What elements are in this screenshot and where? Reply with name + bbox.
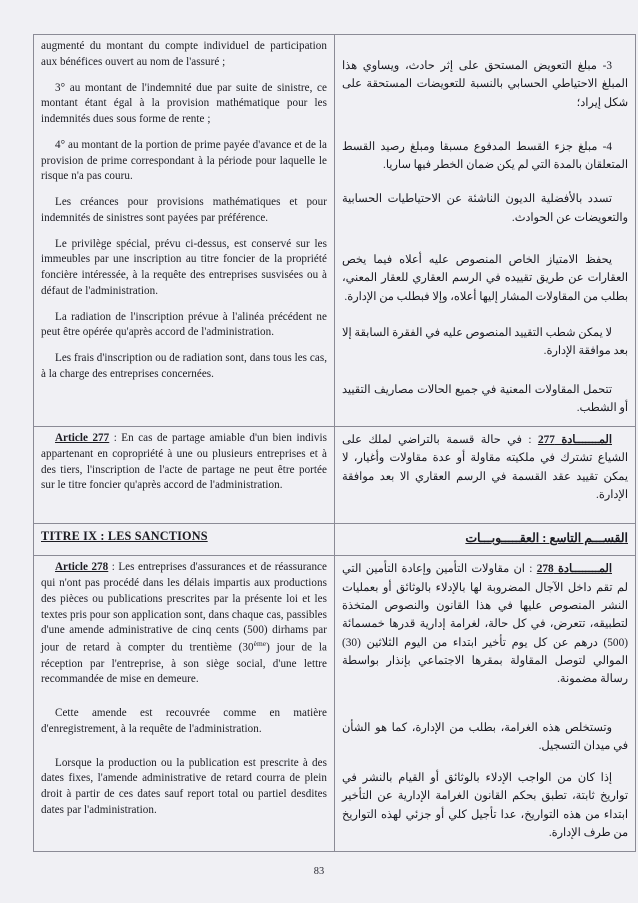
paragraph: تتحمل المقاولات المعنية في جميع الحالات مصاريف التقييد أو الشطب. [342,383,628,414]
paragraph: 4- مبلغ جزء القسط المدفوع مسبقا ومبلغ رصيد القسط المتعلقان بالمدة التي لم يكن ضمان الخطر فيها ساريا. [342,140,628,172]
paragraph [342,560,628,688]
paragraph: إذا كان من الواجب الإدلاء بالوثائق أو القيام بالنشر في تواريخ ثابتة، تطبق بحكم القانون الغرامة الإدارية عن التأخير ابتداء من هذه التواريخ، عدا تأجيل كلي أو جزئي لهذه التواريخ من طرف الإدارة. [342,772,628,839]
article-label: المــــــــادة 278 [536,563,612,576]
paragraph: يحفظ الامتياز الخاص المنصوص عليه أعلاه فيما يخص العقارات عن طريق تقييده في الرسم العقاري للعقار المعني، بطلب من المقاولات المشار إليها أعلاه، وإلا فبطلب من الإدارة. [342,254,628,303]
page-number: 83 [313,866,325,877]
paragraph: تسدد بالأفضلية الديون الناشئة عن الاحتياطيات الحسابية والتعويضات عن الحوادث. [342,193,628,224]
paragraph: Cette amende est recouvrée comme en matière d'enregistrement, à la requête de l'administration. [41,707,327,735]
article-body-part-1: : Les entreprises d'assurances et de réassurance qui n'ont pas procédé dans les délais impartis aux productions des pièces ou publications prescrites par la présente loi et les textes pris pour son application sont, dans chaque cas, passibles d'une amende administrative de cinq cents (500) dirhams par jour de retard à compter du trentième (30 [41,561,328,654]
paragraph [342,431,628,504]
arabic-cell-article-277 [335,427,636,524]
paragraph: La radiation de l'inscription prévue à l'alinéa précédent ne peut être opérée qu'après accord de l'administration. [41,310,327,339]
french-cell-article-277 [34,427,335,524]
paragraph: 4° au montant de la portion de prime payée d'avance et de la provision de prime correspondant à la période pour laquelle le risque n'a pas couru. [41,138,327,183]
article-body: : في حالة قسمة بالتراضي لملك على الشياع تشترك في ملكيته مقاولة أو عدة مقاولات وأغيار، لا يمكن تقييد عقد القسمة في الرسم العقاري الا بعد موافقة الإدارة. [342,434,628,502]
paragraph: لا يمكن شطب التقييد المنصوص عليه في الفقرة السابقة إلا بعد موافقة الإدارة. [342,326,628,358]
paragraph [41,431,327,494]
article-label: المـــــــادة 277 [537,434,612,447]
paragraph: Lorsque la production ou la publication est prescrite à des dates fixes, l'amende administrative de retard courra de plein droit à partir de ces dates sauf report total ou partiel desdites dates par l'administration. [41,756,327,816]
paragraph: Les frais d'inscription ou de radiation sont, dans tous les cas, à la charge des entreprises concernées. [41,352,328,380]
arabic-cell-article-278 [335,556,636,852]
table-row [34,556,636,852]
table-row [34,524,636,556]
french-cell-continued [34,35,335,427]
section-title: TITRE IX : LES SANCTIONS [41,529,208,544]
paragraph [41,560,327,688]
arabic-cell-titre-ix [335,524,636,556]
paragraph: Les créances pour provisions mathématiques et pour indemnités de sinistres sont payées par préférence. [41,196,327,224]
article-body: : En cas de partage amiable d'un bien indivis appartenant en copropriété à une ou plusieurs entreprises et à des tiers, l'inscription de l'acte de partage ne peut être portée sur le titre foncier qu'après accord de l'administration. [41,432,328,492]
table-row [34,427,636,524]
table-row [34,35,636,427]
paragraph: 3° au montant de l'indemnité due par suite de sinistre, ce montant étant égal à la provision mathématique pour les indemnités dues sous forme de rente ; [41,81,327,125]
paragraph: 3- مبلغ التعويض المستحق على إثر حادث، ويساوي هذا المبلغ الاحتياطي الحسابي بالنسبة للتعويضات المستحقة على شكل إيراد؛ [342,60,628,109]
article-body: : ان مقاولات التأمين وإعادة التأمين التي لم تقم داخل الآجال المضروبة لها بالإدلاء بالوثائق أو بعمليات النشر المنصوص عليها في هذا القانون والنصوص المتخذة لتطبيقه، تتعرض، في كل حالة، لغرامة إدارية قدرها خمسمائة (500) درهم عن كل يوم تأخير ابتداء من اليوم الثلاثين (30) الموالي لتوصل المقاولة بمقرها الاجتماعي بإنذار بواسطة رسالة مضمونة. [342,563,628,686]
french-cell-titre-ix [34,524,335,556]
article-label: Article 278 [55,561,109,574]
bilingual-law-table [33,34,636,852]
french-cell-article-278 [34,556,335,852]
paragraph: augmenté du montant du compte individuel de participation aux bénéfices ouvert au nom de l'assuré ; [41,40,327,68]
article-body-part-2: ) jour de la réception par l'entreprise, à son siège social, d'une lettre recommandée de mise en demeure. [41,641,327,686]
article-label: Article 277 [55,432,110,445]
arabic-cell-continued [335,35,636,427]
section-title: القســـم التاسع : العقـــــوبـــات [465,531,628,546]
paragraph: وتستخلص هذه الغرامة، بطلب من الإدارة، كما هو الشأن في ميدان التسجيل. [342,721,628,752]
ordinal-superscript: ème [253,639,267,649]
paragraph: Le privilège spécial, prévu ci-dessus, est conservé sur les immeubles par une inscription au titre foncier de la propriété foncière intéressée, à la requête des entreprises susvisées ou à défaut de l'administration. [41,237,327,297]
